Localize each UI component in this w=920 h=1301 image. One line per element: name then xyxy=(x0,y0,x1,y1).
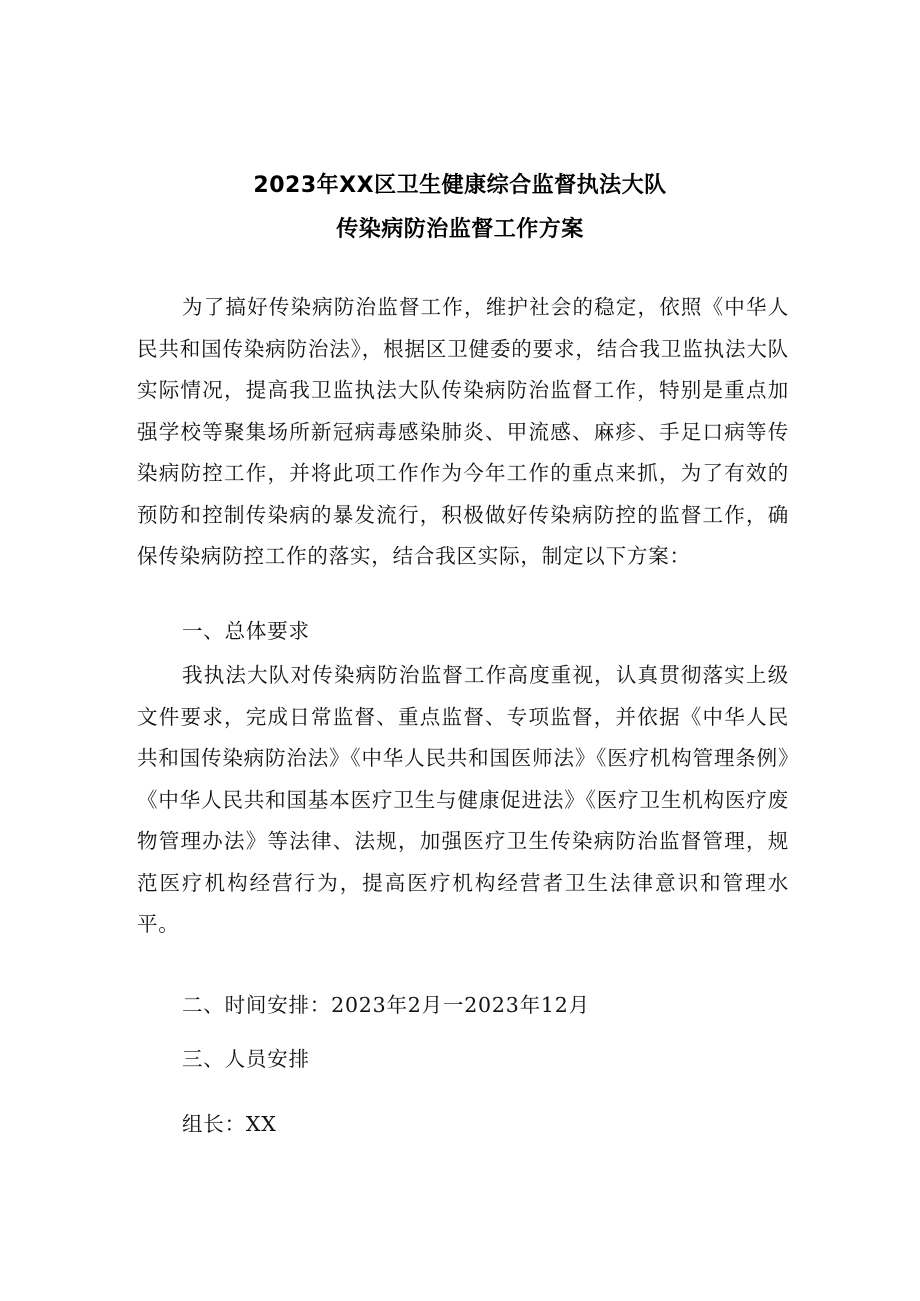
section-time-arrangement: 二、时间安排：2023年2月一2023年12月 xyxy=(182,993,590,1017)
section-heading-general-requirements: 一、总体要求 xyxy=(182,619,310,643)
intro-paragraph: 为了搞好传染病防治监督工作，维护社会的稳定，依照《中华人民共和国传染病防治法》，根据区卫健委的要求，结合我卫监执法大队实际情况，提高我卫监执法大队传染病防治监督工作，特别是重点加强学校等聚集场所新冠病毒感染肺炎、甲流感、麻疹、手足口病等传染病防控工作，并将此项工作作为今年工作的重点来抓，为了有效的预防和控制传染病的暴发流行，积极做好传染病防控的监督工作，确保传染病防控工作的落实，结合我区实际，制定以下方案： xyxy=(137,295,789,568)
general-requirements-paragraph: 我执法大队对传染病防治监督工作高度重视，认真贯彻落实上级文件要求，完成日常监督、重点监督、专项监督，并依据《中华人民共和国传染病防治法》《中华人民共和国医师法》《医疗机构管理条例》《中华人民共和国基本医疗卫生与健康促进法》《医疗卫生机构医疗废物管理办法》等法律、法规，加强医疗卫生传染病防治监督管理，规范医疗机构经营行为，提高医疗机构经营者卫生法律意识和管理水平。 xyxy=(137,663,789,936)
section-heading-personnel: 三、人员安排 xyxy=(182,1047,310,1071)
team-leader-line: 组长：XX xyxy=(182,1112,277,1136)
document-title-line-1: 2023年XX区卫生健康综合监督执法大队 xyxy=(253,173,667,198)
document-title-line-2: 传染病防治监督工作方案 xyxy=(336,217,584,242)
